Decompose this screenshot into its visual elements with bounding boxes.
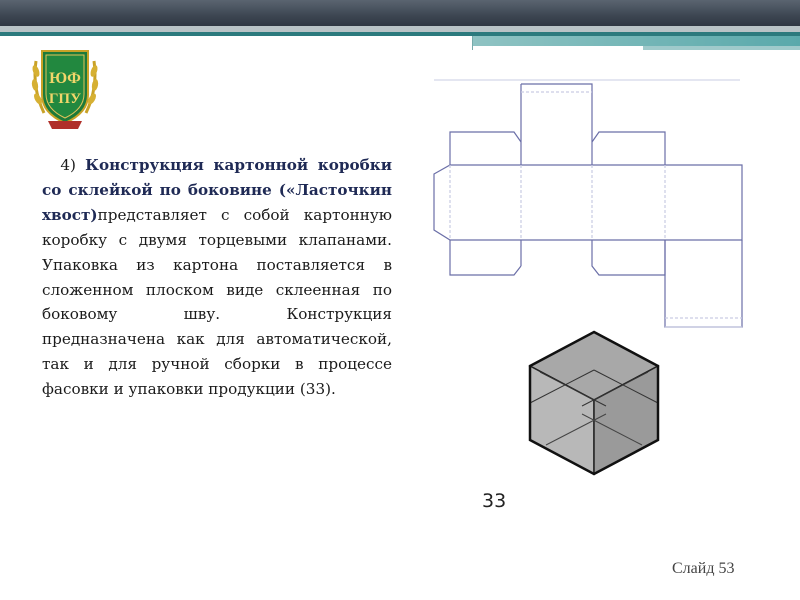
university-logo: [30, 43, 100, 133]
header-stripe-light: [643, 46, 800, 50]
header-stripe-teal: [472, 36, 800, 46]
figure-number: 33: [482, 490, 507, 512]
box-net-outline: [434, 80, 742, 327]
box-construction-diagram: [420, 70, 760, 490]
svg-text:ГПУ: ГПУ: [48, 91, 82, 107]
header-bar: [0, 0, 800, 26]
item-number: 4): [60, 156, 86, 174]
slide-number: Слайд 53: [672, 560, 735, 577]
description-paragraph: [42, 153, 392, 402]
header-divider: [472, 36, 473, 50]
construction-description: представляет с собой картонную коробку с двумя торцевыми клапанами. Упаковка из картона поставляется в сложенном плоском виде склеенная по боковому шву. Конструкция предназначена как для автоматической, так и для ручной сборки в процессе фасовки и упаковки продукции (33).: [42, 205, 392, 399]
svg-text:ЮФ: ЮФ: [49, 70, 81, 87]
construction-title: Конструкция картонной коробки со склейкой по боковине («Ласточкин хвост): [42, 156, 392, 224]
university-crest-icon: [30, 43, 100, 133]
box-3d-illustration: [530, 332, 658, 474]
